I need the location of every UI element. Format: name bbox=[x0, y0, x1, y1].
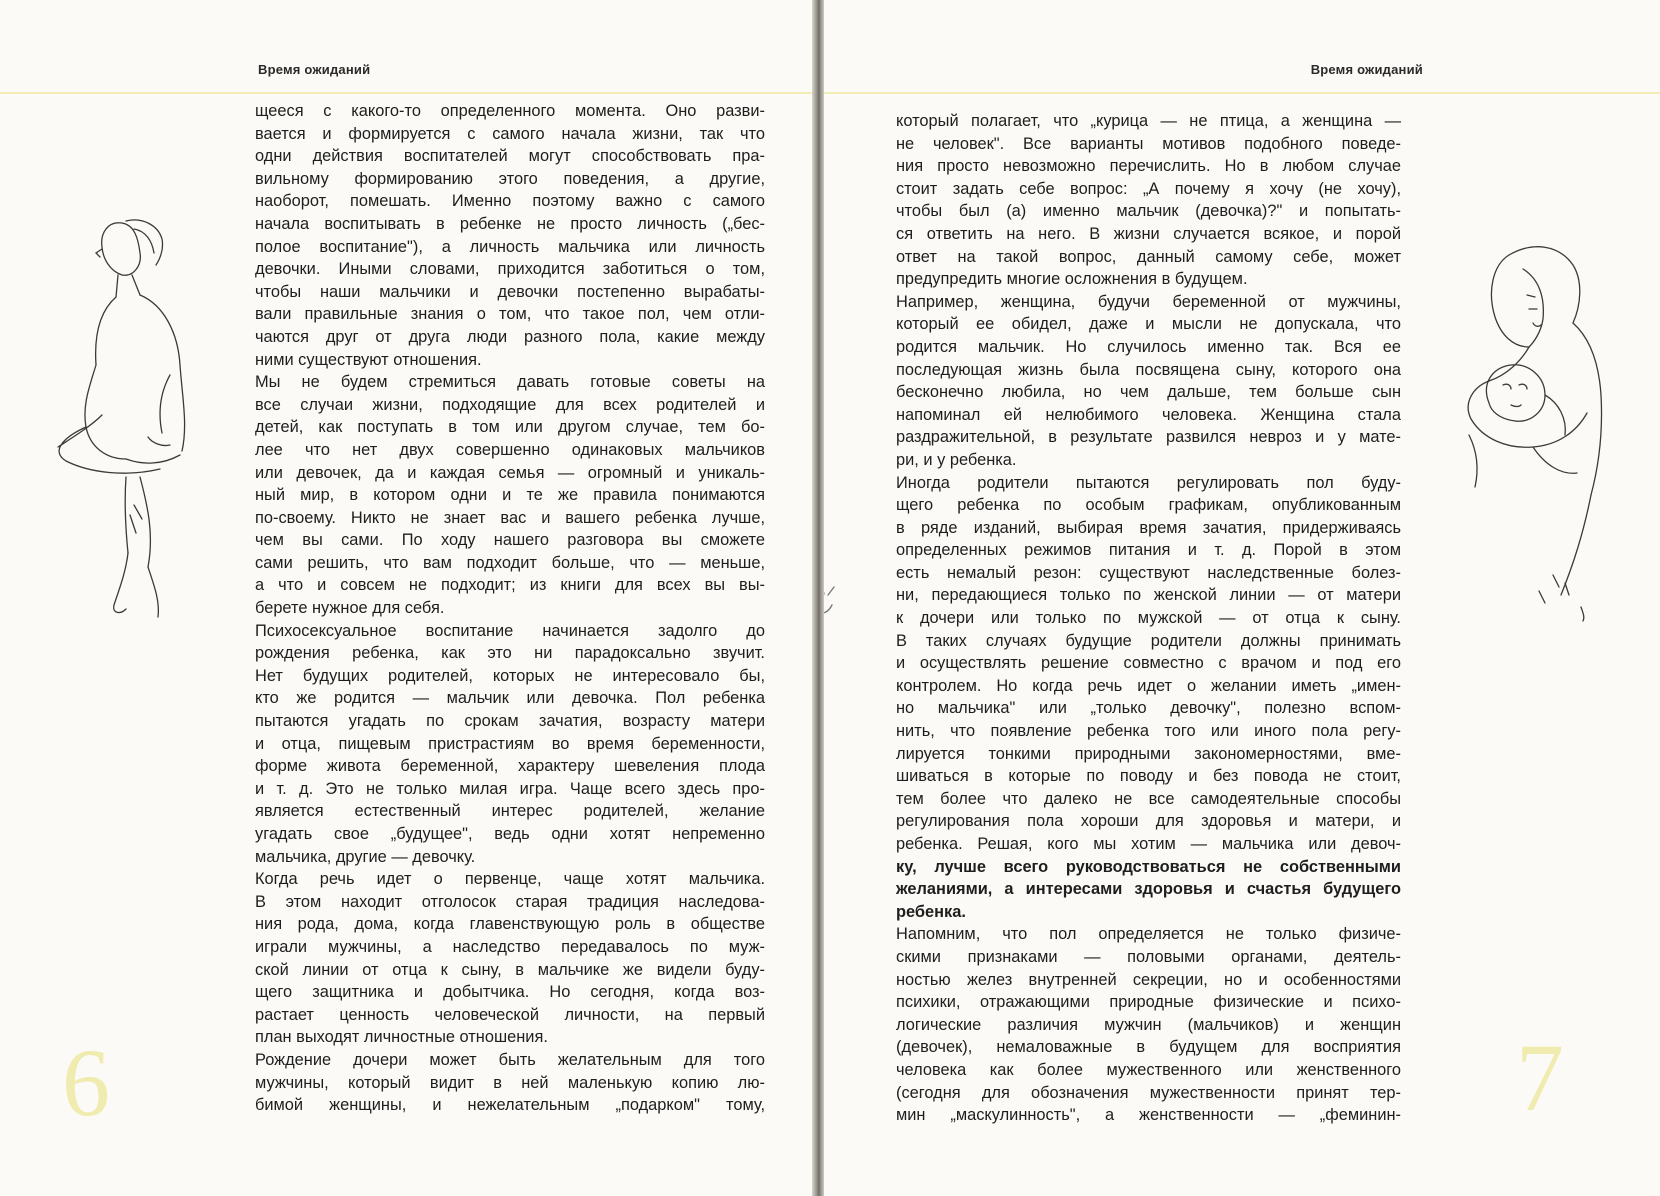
text-line: и отца, пищевым пристрастиям во время беременности, bbox=[255, 734, 765, 753]
text-line: кто же родится — мальчик или девочка. Пол ребенка bbox=[255, 689, 765, 708]
text-line: вильному формированию этого поведения, а другие, bbox=[255, 169, 765, 188]
text-line: является естественный интерес родителей, желание bbox=[255, 802, 765, 821]
text-line: лируется тонкими природными закономерностями, вме- bbox=[896, 744, 1401, 763]
text-line: рождения ребенка, как это ни парадоксально звучит. bbox=[255, 644, 765, 663]
text-line: ся ответить на него. В жизни случается всякое, и порой bbox=[896, 224, 1401, 243]
text-line: родится мальчик. Но случилось именно так. Вся ее bbox=[896, 337, 1401, 356]
right-body-text bbox=[896, 110, 1401, 1127]
text-line: растает ценность человеческой личности, на первый bbox=[255, 1005, 765, 1024]
right-header-rule bbox=[824, 92, 1660, 94]
right-page-number: 7 bbox=[1516, 1024, 1564, 1131]
text-line: бесконечно любила, но чем дальше, тем больше сын bbox=[896, 383, 1401, 402]
text-line: Иногда родители пытаются регулировать пол буду- bbox=[896, 473, 1401, 492]
text-line: есть немалый резон: существуют наследственные болез- bbox=[896, 563, 1401, 582]
text-line: все случаи жизни, подходящие для всех родителей и bbox=[255, 395, 765, 414]
text-line: который полагает, что „курица — не птица, а женщина — bbox=[896, 112, 1401, 130]
text-line: ния рода, дома, когда главенствующую роль в обществе bbox=[255, 915, 765, 934]
text-line: логические различия мужчин (мальчиков) и женщин bbox=[896, 1015, 1401, 1034]
text-line: Когда речь идет о первенце, чаще хотят мальчика. bbox=[255, 870, 765, 889]
text-line: пытаются угадать по срокам зачатия, возрасту матери bbox=[255, 712, 765, 731]
text-line: ный мир, в котором одни и те же правила понимаются bbox=[255, 486, 765, 505]
text-line: угадать свое „будущее", ведь одни хотят непременно bbox=[255, 825, 765, 843]
text-line: Нет будущих родителей, которых не интересовало бы, bbox=[255, 666, 765, 685]
text-line: чтобы был (а) именно мальчик (девочка)?" и попытать- bbox=[896, 202, 1401, 221]
text-line: и т. д. Это не только милая игра. Чаще всего здесь про- bbox=[255, 779, 765, 798]
left-running-head: Время ожиданий bbox=[258, 62, 371, 77]
text-line: шиваться в которые по поводу и без повода не стоит, bbox=[896, 767, 1401, 786]
mother-child-sketch bbox=[1449, 235, 1639, 655]
text-line: чем вы сами. По ходу нашего разговора вы сможете bbox=[255, 531, 765, 550]
text-line: чтобы наши мальчики и девочки постепенно вырабаты- bbox=[255, 282, 765, 301]
text-line: играли мужчины, а наследство передавалось по муж- bbox=[255, 937, 765, 956]
text-line: в ряде изданий, выбирая время зачатия, придерживаясь bbox=[896, 518, 1401, 537]
text-line: щего ребенка по особым графикам, опубликованным bbox=[896, 496, 1401, 515]
text-line: детей, как поступать в том или другом случае, тем бо- bbox=[255, 418, 765, 437]
text-line: форме живота беременной, характеру шевеления плода bbox=[255, 757, 765, 776]
text-line: одни действия воспитателей могут способствовать пра- bbox=[255, 147, 765, 166]
text-line: или девочек, да и каждая семья — огромный и уникаль- bbox=[255, 463, 765, 482]
text-line: (сегодня для обозначения мужественности принят тер- bbox=[896, 1083, 1401, 1102]
text-line: вается и формируется с самого начала жизни, так что bbox=[255, 124, 765, 143]
text-line: В таких случаях будущие родители должны принимать bbox=[896, 631, 1401, 650]
text-line: щего защитника и добытчика. Но сегодня, когда воз- bbox=[255, 983, 765, 1002]
text-line: а что и совсем не подходит; из книги для всех вы вы- bbox=[255, 576, 765, 595]
text-line: ри, и у ребенка. bbox=[896, 450, 1017, 469]
book-gutter bbox=[812, 0, 824, 1196]
text-line: человека как более мужественного или женственного bbox=[896, 1060, 1401, 1079]
text-line: ребенка. bbox=[896, 902, 966, 921]
text-line: желаниями, а интересами здоровья и счастья будущего bbox=[896, 880, 1401, 899]
text-line: который ее обидел, даже и мысли не допускала, что bbox=[896, 315, 1401, 334]
text-line: психики, отражающими природные физические и психо- bbox=[896, 993, 1401, 1012]
text-line: начала воспитывать в ребенке не просто личность („бес- bbox=[255, 214, 765, 233]
text-line: Психосексуальное воспитание начинается задолго до bbox=[255, 621, 765, 640]
text-line: ответ на такой вопрос, данный самому себе, может bbox=[896, 247, 1401, 266]
text-line: девочки. Иными словами, приходится заботиться о том, bbox=[255, 260, 765, 279]
text-line: наоборот, помешать. Именно поэтому важно с самого bbox=[255, 192, 765, 211]
left-page bbox=[0, 0, 812, 1196]
text-line: Напомним, что пол определяется не только физиче- bbox=[896, 925, 1401, 944]
text-line: Рождение дочери может быть желательным для того bbox=[255, 1050, 765, 1069]
text-line: ку, лучше всего руководствоваться не собственными bbox=[896, 857, 1401, 876]
text-line: скими признаками — половыми органами, деятель- bbox=[896, 947, 1401, 966]
left-body-text bbox=[255, 100, 765, 1117]
text-line: бимой женщины, и нежелательным „подарком" тому, bbox=[255, 1096, 765, 1115]
left-page-number: 6 bbox=[62, 1029, 110, 1136]
text-line: полое воспитание"), а личность мальчика или личность bbox=[255, 237, 765, 256]
text-line: стоит задать себе вопрос: „А почему я хочу (не хочу), bbox=[896, 179, 1401, 198]
text-line: сами решить, что вам подходит больше, что — меньше, bbox=[255, 553, 765, 572]
text-line: Мы не будем стремиться давать готовые советы на bbox=[255, 373, 765, 392]
text-line: регулирования пола хороши для здоровья и матери, и bbox=[896, 812, 1401, 831]
text-line: план выходят личностные отношения. bbox=[255, 1028, 548, 1047]
text-line: (девочек), немаловажные в будущем для восприятия bbox=[896, 1038, 1401, 1057]
text-line: но мальчика" или „только девочку", полезно вспом- bbox=[896, 699, 1401, 718]
text-line: берете нужное для себя. bbox=[255, 599, 445, 618]
text-line: ской линии от отца к сыну, в мальчике же видели буду- bbox=[255, 960, 765, 979]
text-line: ния просто невозможно перечислить. Но в любом случае bbox=[896, 157, 1401, 176]
text-line: ребенка. Решая, кого мы хотим — мальчика или девоч- bbox=[896, 835, 1401, 853]
text-line: Например, женщина, будучи беременной от мужчины, bbox=[896, 292, 1401, 311]
text-line: ностью желез внутренней секреции, но и особенностями bbox=[896, 970, 1401, 989]
text-line: В этом находит отголосок старая традиция наследова- bbox=[255, 892, 765, 911]
text-line: лее что нет двух совершенно одинаковых мальчиков bbox=[255, 440, 765, 459]
text-line: нить, что появление ребенка того или иного пола регу- bbox=[896, 722, 1401, 741]
text-line: ними существуют отношения. bbox=[255, 350, 482, 369]
text-line: и осуществлять решение совместно с врачом и под его bbox=[896, 654, 1401, 673]
text-line: тем более что далеко не все самодеятельные способы bbox=[896, 789, 1401, 808]
text-line: по-своему. Никто не знает вас и вашего ребенка лучше, bbox=[255, 508, 765, 527]
text-line: не человек". Все варианты мотивов подобного поведе- bbox=[896, 134, 1401, 153]
left-header-rule bbox=[0, 92, 812, 94]
text-line: вали правильные знания о том, что такое пол, чем отли- bbox=[255, 305, 765, 324]
text-line: напоминал ей нелюбимого человека. Женщина стала bbox=[896, 405, 1401, 424]
pregnant-woman-sketch bbox=[30, 215, 240, 635]
handwritten-margin-mark bbox=[824, 575, 844, 625]
text-line: последующая жизнь была посвящена сыну, которого она bbox=[896, 360, 1401, 379]
text-line: щееся с какого-то определенного момента. Оно разви- bbox=[255, 102, 765, 120]
text-line: чаются друг от друга люди разного пола, какие между bbox=[255, 327, 765, 346]
text-line: ни, передающиеся только по женской линии — от матери bbox=[896, 586, 1401, 605]
text-line: определенных режимов питания и т. д. Порой в этом bbox=[896, 541, 1401, 560]
right-page bbox=[824, 0, 1660, 1196]
text-line: предупредить многие осложнения в будущем. bbox=[896, 270, 1248, 289]
text-line: мужчины, который видит в ней маленькую копию лю- bbox=[255, 1073, 765, 1092]
text-line: мин „маскулинность", а женственности — „феминин- bbox=[896, 1106, 1401, 1125]
right-running-head: Время ожиданий bbox=[1310, 62, 1423, 77]
text-line: контролем. Но когда речь идет о желании иметь „имен- bbox=[896, 676, 1401, 695]
text-line: мальчика, другие — девочку. bbox=[255, 847, 476, 866]
text-line: раздражительной, в результате развился невроз и у мате- bbox=[896, 428, 1401, 447]
text-line: к дочери или только по мужской — от отца к сыну. bbox=[896, 609, 1401, 628]
